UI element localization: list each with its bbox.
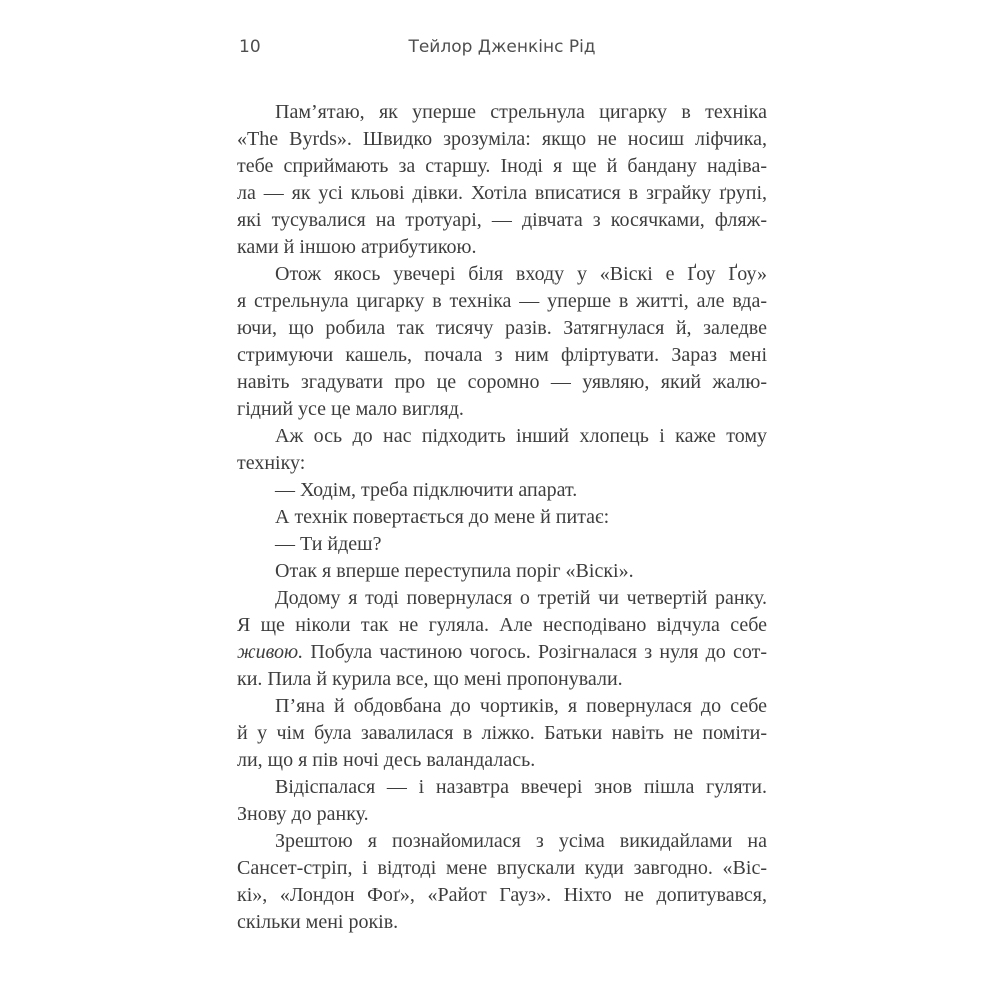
text-segment: ли, що я пів ночі десь валандалась.: [237, 749, 536, 771]
text-line: [237, 99, 767, 126]
text-line: [237, 531, 767, 558]
text-segment: ки. Пила й курила все, що мені пропонували.: [237, 668, 623, 690]
text-segment: Сансет-стріп, і відтоді мене впускали куди завгодно. «Віс-: [237, 857, 767, 879]
text-line: [237, 693, 767, 720]
text-segment: ла — як усі кльові дівки. Хотіла вписатися в зграйку ґрупі,: [237, 182, 767, 204]
text-line: [237, 288, 767, 315]
text-line: [237, 315, 767, 342]
body-text: [237, 99, 767, 936]
text-segment: гідний усе це мало вигляд.: [237, 398, 464, 420]
text-segment: А технік повертається до мене й питає:: [275, 506, 610, 528]
text-segment: скільки мені років.: [237, 911, 399, 933]
text-segment: Відіспалася — і назавтра ввечері знов пішла гуляти.: [275, 776, 767, 798]
text-line: [237, 261, 767, 288]
text-line: [237, 477, 767, 504]
text-line: [237, 909, 767, 936]
text-line: [237, 126, 767, 153]
text-line: [237, 369, 767, 396]
text-segment: й у чім була завалилася в ліжко. Батьки навіть не поміти-: [237, 722, 767, 744]
text-line: [237, 882, 767, 909]
text-line: [237, 180, 767, 207]
italic-text-segment: живою.: [237, 641, 304, 663]
text-segment: я стрельнула цигарку в техніка — уперше в житті, але вда-: [237, 290, 767, 312]
text-segment: стримуючи кашель, почала з ним фліртувати. Зараз мені: [237, 344, 767, 366]
text-line: [237, 342, 767, 369]
text-segment: — Ти йдеш?: [275, 533, 382, 555]
text-line: [237, 801, 767, 828]
text-segment: Знову до ранку.: [237, 803, 369, 825]
text-segment: Я ще ніколи так не гуляла. Але несподівано відчула себе: [237, 614, 767, 636]
text-segment: тебе сприймають за старшу. Іноді я ще й бандану надіва-: [237, 155, 767, 177]
text-line: [237, 828, 767, 855]
text-segment: ками й іншою атрибутикою.: [237, 236, 477, 258]
text-line: [237, 423, 767, 450]
text-segment: Отож якось увечері біля входу у «Віскі е Ґоу Ґоу»: [275, 263, 767, 285]
text-segment: навіть згадувати про це соромно — уявляю, який жалю-: [237, 371, 767, 393]
text-segment: Зрештою я познайомилася з усіма викидайлами на: [275, 830, 767, 852]
text-segment: кі», «Лондон Фоґ», «Райот Гауз». Ніхто не допитувався,: [237, 884, 767, 906]
text-segment: ючи, що робила так тисячу разів. Затягнулася й, заледве: [237, 317, 767, 339]
text-line: [237, 234, 767, 261]
text-line: [237, 747, 767, 774]
text-line: [237, 504, 767, 531]
page-header: [237, 38, 767, 58]
text-segment: Аж ось до нас підходить інший хлопець і каже тому: [275, 425, 767, 447]
text-line: [237, 585, 767, 612]
text-line: [237, 396, 767, 423]
running-head: Тейлор Дженкінс Рід: [408, 37, 596, 57]
text-line: [237, 639, 767, 666]
text-segment: Побула частиною чогось. Розігналася з нуля до сот-: [303, 641, 767, 663]
text-line: [237, 720, 767, 747]
text-line: [237, 855, 767, 882]
text-segment: Додому я тоді повернулася о третій чи четвертій ранку.: [275, 587, 767, 609]
page-number: 10: [239, 37, 261, 57]
text-line: [237, 153, 767, 180]
text-line: [237, 558, 767, 585]
text-segment: — Ходім, треба підключити апарат.: [275, 479, 578, 501]
text-segment: П’яна й обдовбана до чортиків, я повернулася до себе: [275, 695, 767, 717]
text-segment: Отак я вперше переступила поріг «Віскі».: [275, 560, 634, 582]
text-segment: Пам’ятаю, як уперше стрельнула цигарку в техніка: [275, 101, 767, 123]
text-segment: «The Byrds». Швидко зрозуміла: якщо не носиш ліфчика,: [237, 128, 767, 150]
text-line: [237, 774, 767, 801]
text-line: [237, 666, 767, 693]
text-line: [237, 450, 767, 477]
text-line: [237, 612, 767, 639]
text-line: [237, 207, 767, 234]
text-segment: які тусувалися на тротуарі, — дівчата з косячками, фляж-: [237, 209, 767, 231]
text-segment: техніку:: [237, 452, 306, 474]
